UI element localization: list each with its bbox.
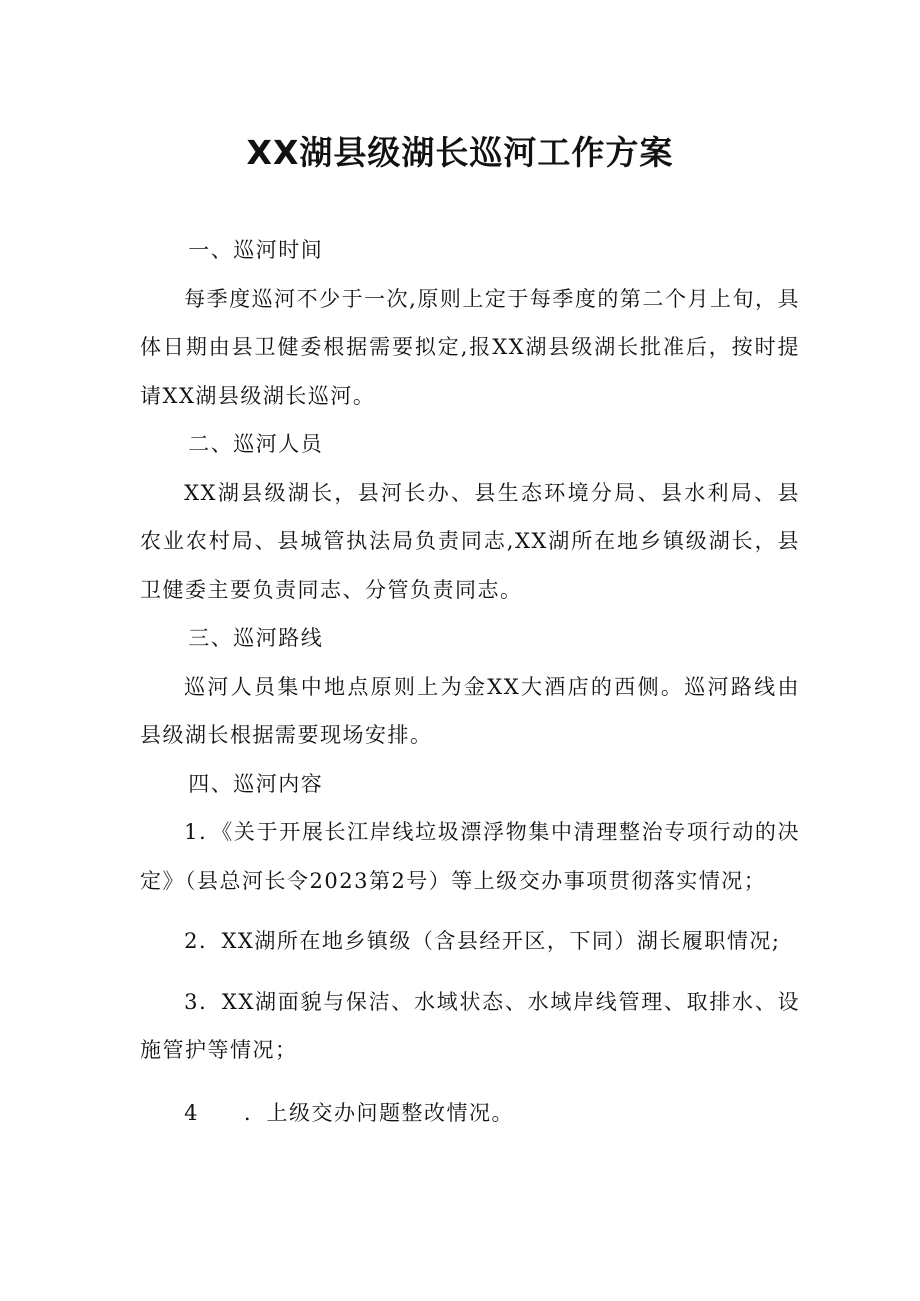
document-body [140,226,800,1137]
section-paragraph-time: 每季度巡河不少于一次,原则上定于每季度的第二个月上旬，具体日期由县卫健委根据需要拟定,报XX湖县级湖长批准后，按时提请XX湖县级湖长巡河。 [140,286,800,408]
section-heading-route: 三、巡河路线 [188,626,324,650]
section-paragraph-personnel: XX湖县级湖长，县河长办、县生态环境分局、县水利局、县农业农村局、县城管执法局负责同志,XX湖所在地乡镇级湖长，县卫健委主要负责同志、分管负责同志。 [140,480,800,602]
section-paragraph-route: 巡河人员集中地点原则上为金XX大酒店的西侧。巡河路线由县级湖长根据需要现场安排。 [140,674,800,747]
section-heading-personnel: 二、巡河人员 [188,432,324,456]
content-item-4: 4 ．上级交办问题整改情况。 [184,1100,514,1125]
section-heading-content: 四、巡河内容 [188,771,324,796]
document-title: XX湖县级湖长巡河工作方案 [246,133,674,172]
section-heading-time: 一、巡河时间 [188,238,324,262]
content-item-3: 3．XX湖面貌与保洁、水域状态、水域岸线管理、取排水、设施管护等情况； [140,989,800,1062]
content-item-2: 2．XX湖所在地乡镇级（含县经开区，下同）湖长履职情况; [184,929,781,953]
content-item-1: 1．《关于开展长江岸线垃圾漂浮物集中清理整治专项行动的决定》（县总河长令2023第2号）等上级交办事项贯彻落实情况； [140,820,800,893]
